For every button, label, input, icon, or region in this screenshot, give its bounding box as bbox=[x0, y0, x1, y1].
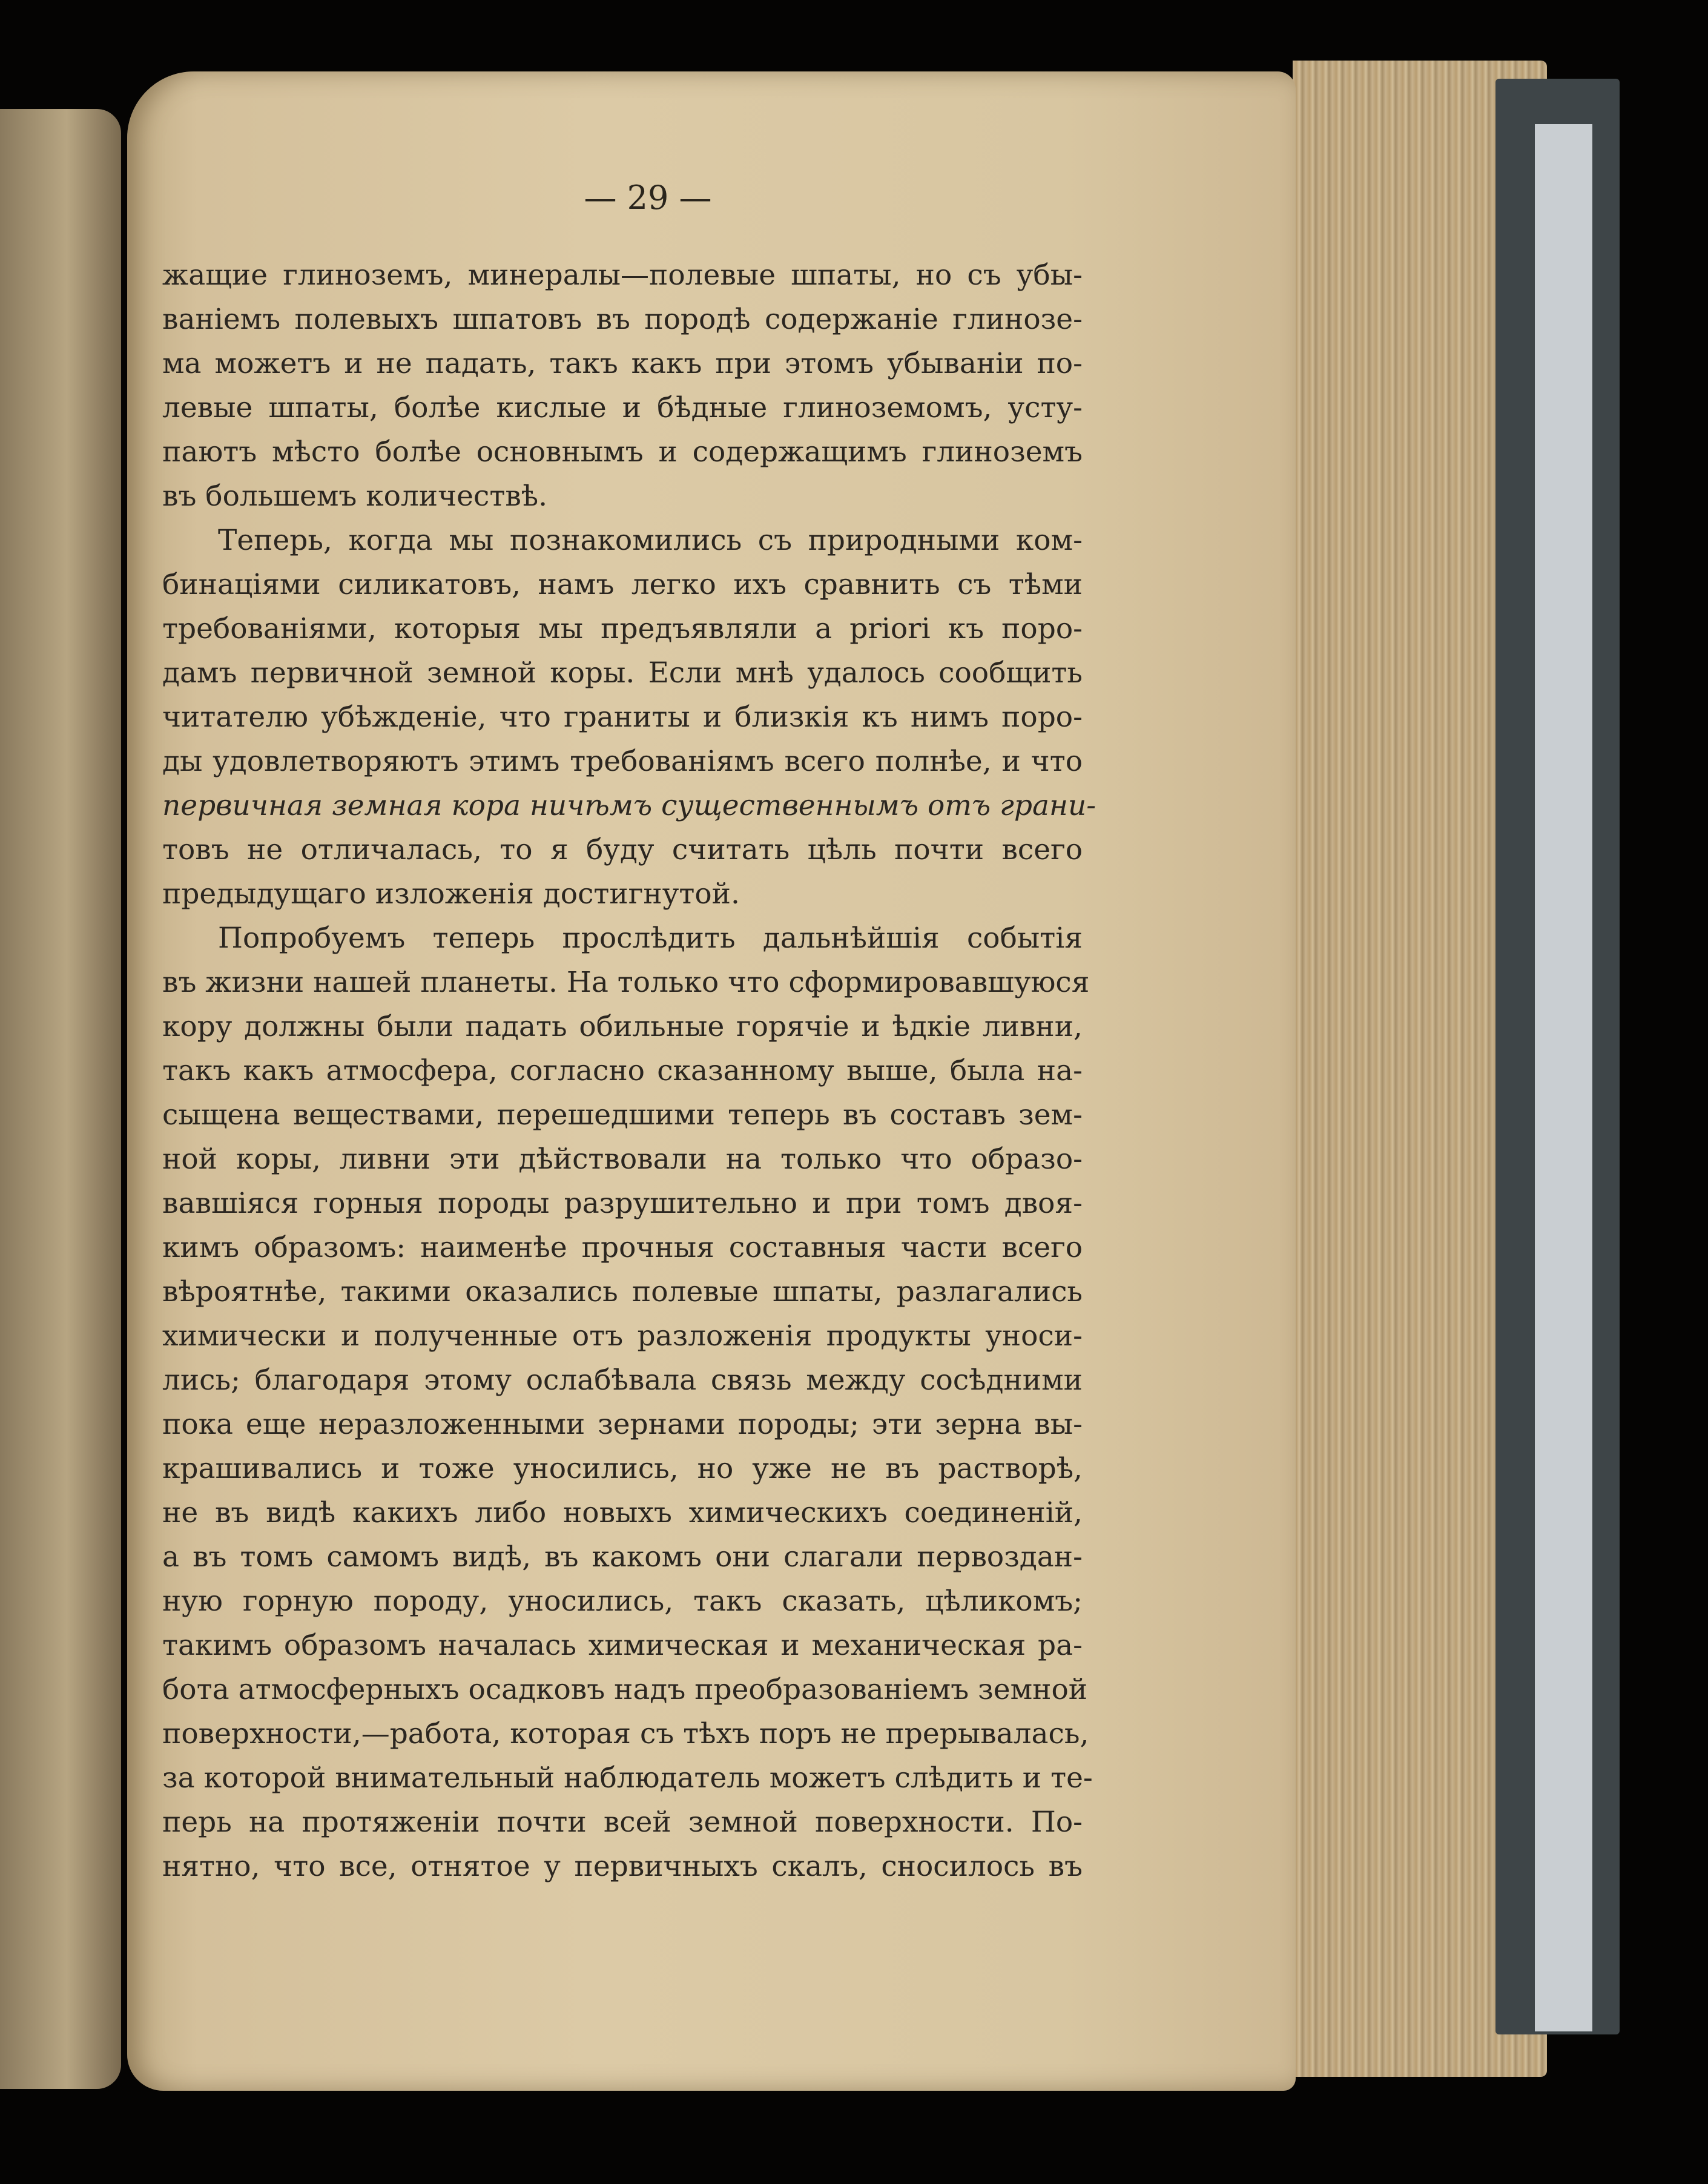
text-line: нятно, что все, отнятое у первичныхъ скалъ, сносилось въ bbox=[162, 1850, 1083, 1883]
text-line: сыщена веществами, перешедшими теперь въ составъ зем- bbox=[162, 1098, 1083, 1132]
text-line: левые шпаты, болѣе кислые и бѣдные глиноземомъ, усту- bbox=[162, 391, 1083, 424]
text-line: первичная земная кора ничѣмъ существеннымъ отъ грани- bbox=[162, 789, 1096, 822]
text-line: Попробуемъ теперь прослѣдить дальнѣйшія событія bbox=[218, 922, 1083, 955]
text-line: ды удовлетворяютъ этимъ требованіямъ всего полнѣе, и что bbox=[162, 745, 1083, 778]
text-line: бота атмосферныхъ осадковъ надъ преобразованіемъ земной bbox=[162, 1673, 1088, 1706]
text-line: за которой внимательный наблюдатель можетъ слѣдить и те- bbox=[162, 1761, 1093, 1795]
text-line: жащие глиноземъ, минералы—полевые шпаты, но съ убы- bbox=[162, 259, 1083, 292]
text-line: лись; благодаря этому ослабѣвала связь между сосѣдними bbox=[162, 1364, 1083, 1397]
text-line: въ большемъ количествѣ. bbox=[162, 480, 548, 513]
text-line: Теперь, когда мы познакомились съ природными ком- bbox=[218, 524, 1083, 557]
text-line: поверхности,—работа, которая съ тѣхъ поръ не прерывалась, bbox=[162, 1717, 1089, 1750]
text-line: химически и полученные отъ разложенія продукты уноси- bbox=[162, 1319, 1083, 1353]
text-line: въ жизни нашей планеты. На только что сформировавшуюся bbox=[162, 966, 1090, 999]
text-line: не въ видѣ какихъ либо новыхъ химическихъ соединеній, bbox=[162, 1496, 1083, 1529]
page-number: — 29 — bbox=[584, 179, 712, 217]
text-line: требованіями, которыя мы предъявляли a priori къ поро- bbox=[162, 612, 1083, 645]
text-line: крашивались и тоже уносились, но уже не въ растворѣ, bbox=[162, 1452, 1083, 1485]
text-line: предыдущаго изложенія достигнутой. bbox=[162, 877, 740, 911]
text-line: такимъ образомъ началась химическая и механическая ра- bbox=[162, 1629, 1083, 1662]
text-line: а въ томъ самомъ видѣ, въ какомъ они слагали первоздан- bbox=[162, 1540, 1083, 1574]
text-line: ваніемъ полевыхъ шпатовъ въ породѣ содержаніе глинозе- bbox=[162, 303, 1083, 336]
text-line: паютъ мѣсто болѣе основнымъ и содержащимъ глиноземъ bbox=[162, 435, 1083, 469]
text-line: вавшіяся горныя породы разрушительно и при томъ двоя- bbox=[162, 1187, 1083, 1220]
text-line: ма можетъ и не падать, такъ какъ при этомъ убываніи по- bbox=[162, 347, 1083, 380]
text-line: такъ какъ атмосфера, согласно сказанному выше, была на- bbox=[162, 1054, 1083, 1087]
text-line: ной коры, ливни эти дѣйствовали на только что образо- bbox=[162, 1143, 1083, 1176]
text-line: вѣроятнѣе, такими оказались полевые шпаты, разлагались bbox=[162, 1275, 1083, 1308]
text-line: читателю убѣжденіе, что граниты и близкія къ нимъ поро- bbox=[162, 701, 1083, 734]
endpaper-strip bbox=[1535, 124, 1592, 2031]
text-line: пока еще неразложенными зернами породы; эти зерна вы- bbox=[162, 1408, 1083, 1441]
text-line: дамъ первичной земной коры. Если мнѣ удалось сообщить bbox=[162, 656, 1083, 690]
body-text bbox=[162, 253, 1096, 1889]
text-line: бинаціями силикатовъ, намъ легко ихъ сравнить съ тѣми bbox=[162, 568, 1083, 601]
text-line: товъ не отличалась, то я буду считать цѣль почти всего bbox=[162, 833, 1083, 866]
text-line: кимъ образомъ: наименѣе прочныя составныя части всего bbox=[162, 1231, 1083, 1264]
facing-page-edge bbox=[0, 109, 121, 2089]
text-line: перь на протяженіи почти всей земной поверхности. По- bbox=[162, 1806, 1083, 1839]
text-line: кору должны были падать обильные горячіе и ѣдкіе ливни, bbox=[162, 1010, 1083, 1043]
text-line: ную горную породу, уносились, такъ сказать, цѣликомъ; bbox=[162, 1585, 1083, 1618]
